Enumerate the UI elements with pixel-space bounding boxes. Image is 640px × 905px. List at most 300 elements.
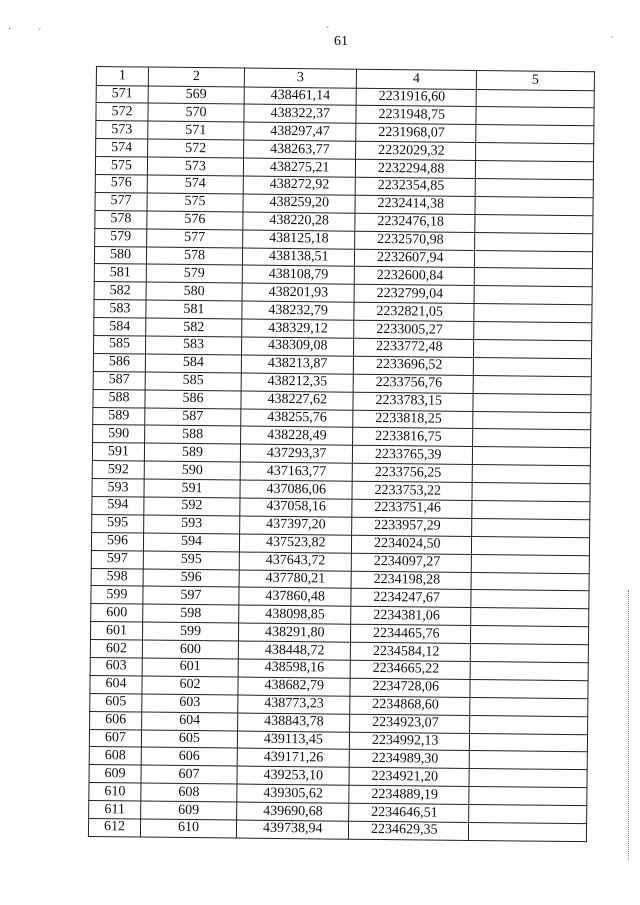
previous-point-cell [143, 533, 239, 552]
y-coordinate-value: 2234465,76 [372, 625, 440, 642]
previous-point-cell [142, 712, 238, 731]
note-cell [473, 357, 591, 376]
page-number: 61 [334, 34, 348, 49]
point-number-cell [94, 282, 146, 300]
x-coordinate-value: 438220,28 [269, 212, 329, 229]
x-coordinate-value: 438682,79 [264, 678, 325, 694]
header-col-3: 3 [244, 68, 356, 88]
y-coordinate-cell [350, 660, 470, 679]
previous-point-value: 591 [181, 480, 203, 496]
point-number-value: 611 [104, 801, 126, 817]
previous-point-cell [141, 783, 237, 802]
x-coordinate-cell [244, 104, 356, 123]
previous-point-cell [143, 551, 239, 570]
note-cell [470, 644, 588, 663]
previous-point-cell [144, 443, 240, 462]
x-coordinate-value: 438773,23 [264, 696, 324, 712]
point-number-value: 576 [110, 175, 132, 191]
note-cell [474, 250, 592, 269]
y-coordinate-value: 2231948,75 [378, 106, 446, 123]
x-coordinate-value: 438212,35 [267, 374, 328, 390]
note-cell [473, 411, 591, 430]
y-coordinate-cell [353, 428, 473, 447]
point-number-cell [89, 729, 141, 747]
y-coordinate-cell [353, 410, 473, 429]
point-number-cell [90, 711, 142, 729]
y-coordinate-cell [353, 338, 473, 357]
point-number-cell [92, 443, 144, 461]
x-coordinate-cell [241, 337, 353, 356]
y-coordinate-value: 2234024,50 [373, 536, 441, 552]
point-number-value: 607 [104, 730, 127, 746]
note-cell [475, 196, 593, 215]
previous-point-value: 594 [180, 534, 203, 550]
x-coordinate-value: 439253,10 [263, 767, 324, 784]
previous-point-value: 606 [178, 748, 200, 765]
x-coordinate-cell [241, 373, 353, 392]
y-coordinate-value: 2234921,20 [371, 768, 439, 785]
x-coordinate-value: 438255,76 [267, 409, 327, 426]
previous-point-cell [148, 103, 244, 122]
x-coordinate-cell [244, 122, 356, 141]
x-coordinate-cell [238, 623, 350, 642]
y-coordinate-cell [351, 553, 471, 572]
x-coordinate-value: 438138,51 [268, 248, 329, 265]
point-number-cell [88, 818, 140, 836]
point-number-cell [89, 783, 141, 801]
note-cell [471, 536, 589, 555]
x-coordinate-value: 438309,08 [268, 338, 328, 354]
y-coordinate-cell [349, 768, 469, 787]
note-cell [469, 787, 587, 806]
point-number-cell [93, 389, 145, 407]
previous-point-cell [143, 569, 239, 588]
note-cell [473, 375, 591, 394]
previous-point-value: 569 [185, 86, 207, 103]
coordinates-table [88, 66, 595, 842]
point-number-cell [96, 85, 148, 103]
previous-point-cell [144, 461, 240, 480]
point-number-cell [93, 425, 145, 443]
previous-point-cell [141, 730, 237, 749]
x-coordinate-cell [239, 587, 351, 606]
note-cell [469, 805, 587, 824]
previous-point-cell [144, 497, 240, 516]
y-coordinate-value: 2234868,60 [372, 697, 439, 713]
note-cell [472, 447, 590, 466]
point-number-value: 577 [110, 193, 132, 209]
y-coordinate-cell [355, 231, 475, 250]
y-coordinate-cell [355, 213, 475, 232]
previous-point-cell [140, 819, 236, 838]
previous-point-value: 581 [183, 301, 205, 317]
y-coordinate-cell [352, 463, 472, 482]
previous-point-value: 607 [178, 766, 200, 782]
y-coordinate-cell [355, 159, 475, 178]
x-coordinate-cell [242, 283, 354, 302]
previous-point-cell [148, 86, 244, 105]
previous-point-value: 586 [182, 391, 204, 407]
x-coordinate-cell [242, 265, 354, 284]
y-coordinate-value: 2234247,67 [373, 589, 441, 606]
y-coordinate-cell [354, 285, 474, 304]
point-number-value: 598 [106, 569, 128, 585]
y-coordinate-cell [351, 607, 471, 626]
previous-point-value: 601 [179, 659, 201, 675]
point-number-cell [95, 210, 147, 228]
point-number-cell [90, 675, 142, 693]
x-coordinate-value: 438291,80 [265, 624, 325, 641]
previous-point-value: 598 [180, 605, 202, 621]
x-coordinate-value: 438329,12 [268, 320, 328, 336]
y-coordinate-value: 2233765,39 [374, 446, 442, 463]
previous-point-value: 595 [180, 552, 202, 568]
note-cell [469, 769, 587, 788]
point-number-value: 587 [108, 372, 130, 388]
y-coordinate-value: 2232607,94 [376, 249, 444, 266]
previous-point-value: 573 [184, 158, 207, 174]
y-coordinate-cell [352, 517, 472, 536]
scan-mark-right: ´ [610, 36, 614, 47]
previous-point-value: 604 [179, 713, 201, 729]
point-number-cell [96, 121, 148, 139]
y-coordinate-cell [353, 392, 473, 411]
x-coordinate-cell [239, 552, 351, 571]
x-coordinate-value: 438598,16 [264, 660, 325, 676]
note-cell [469, 733, 587, 752]
point-number-value: 585 [109, 336, 131, 352]
x-coordinate-cell [237, 748, 349, 767]
y-coordinate-value: 2234584,12 [372, 643, 440, 660]
previous-point-cell [143, 604, 239, 623]
x-coordinate-value: 438227,62 [267, 391, 328, 408]
point-number-value: 606 [105, 712, 127, 728]
previous-point-cell [146, 318, 242, 337]
x-coordinate-value: 438098,85 [265, 606, 325, 623]
point-number-value: 588 [108, 390, 130, 406]
y-coordinate-cell [355, 177, 475, 196]
note-cell [470, 697, 588, 716]
point-number-cell [96, 139, 148, 157]
x-coordinate-cell [241, 426, 353, 445]
y-coordinate-value: 2232600,84 [376, 267, 444, 284]
previous-point-value: 608 [178, 784, 200, 800]
previous-point-cell [148, 139, 244, 158]
y-coordinate-value: 2234646,51 [371, 804, 438, 821]
y-coordinate-value: 2234889,19 [371, 786, 438, 803]
note-cell [473, 429, 591, 448]
point-number-value: 586 [108, 354, 130, 370]
x-coordinate-value: 439113,45 [263, 731, 324, 748]
point-number-value: 593 [107, 479, 129, 495]
note-cell [473, 393, 591, 412]
y-coordinate-value: 2233696,52 [375, 357, 443, 373]
point-number-value: 596 [106, 533, 129, 549]
point-number-value: 574 [111, 139, 133, 155]
x-coordinate-value: 437643,72 [265, 552, 326, 569]
point-number-value: 571 [111, 86, 133, 102]
x-coordinate-value: 438213,87 [267, 356, 328, 372]
previous-point-cell [147, 175, 243, 194]
x-coordinate-value: 438275,21 [269, 159, 330, 175]
note-cell [472, 483, 590, 502]
point-number-value: 573 [111, 121, 133, 138]
point-number-cell [95, 157, 147, 175]
point-number-cell [89, 801, 141, 819]
y-coordinate-cell [349, 750, 469, 769]
y-coordinate-value: 2233818,25 [375, 410, 442, 427]
y-coordinate-value: 2232029,32 [378, 142, 445, 159]
point-number-value: 595 [107, 515, 129, 531]
y-coordinate-value: 2232570,98 [377, 232, 444, 248]
y-coordinate-value: 2231968,07 [378, 124, 445, 141]
point-number-value: 601 [106, 622, 128, 639]
point-number-value: 579 [110, 229, 132, 245]
y-coordinate-value: 2234381,06 [373, 607, 440, 624]
point-number-cell [90, 640, 142, 658]
note-cell [469, 751, 587, 770]
point-number-cell [92, 461, 144, 479]
note-cell [475, 161, 593, 180]
y-coordinate-value: 2232799,04 [376, 285, 444, 302]
point-number-value: 597 [106, 551, 128, 567]
x-coordinate-cell [242, 319, 354, 338]
note-cell [471, 572, 589, 591]
point-number-value: 591 [107, 443, 130, 460]
point-number-value: 608 [104, 748, 126, 764]
y-coordinate-value: 2234728,06 [372, 679, 440, 695]
point-number-cell [90, 657, 142, 675]
x-coordinate-cell [238, 641, 350, 660]
x-coordinate-value: 438448,72 [264, 642, 325, 658]
point-number-cell [92, 514, 144, 532]
previous-point-value: 589 [181, 444, 204, 460]
x-coordinate-value: 438322,37 [270, 105, 331, 122]
note-cell [470, 715, 588, 734]
previous-point-value: 599 [180, 623, 202, 639]
point-number-cell [91, 604, 143, 622]
x-coordinate-value: 437523,82 [265, 535, 326, 551]
previous-point-value: 572 [185, 140, 207, 156]
y-coordinate-cell [349, 785, 469, 804]
y-coordinate-cell [351, 589, 471, 608]
note-cell [475, 178, 593, 197]
y-coordinate-cell [354, 267, 474, 286]
point-number-cell [89, 747, 141, 765]
point-number-cell [91, 550, 143, 568]
x-coordinate-cell [237, 784, 349, 803]
y-coordinate-cell [356, 106, 476, 125]
previous-point-value: 592 [181, 498, 203, 514]
point-number-cell [93, 371, 145, 389]
previous-point-value: 570 [185, 104, 207, 120]
previous-point-cell [147, 157, 243, 176]
x-coordinate-cell [244, 87, 356, 106]
point-number-value: 584 [109, 318, 131, 334]
x-coordinate-value: 438272,92 [269, 177, 330, 193]
note-cell [474, 268, 592, 287]
point-number-value: 578 [110, 211, 132, 227]
previous-point-cell [145, 336, 241, 355]
header-col-4: 4 [356, 69, 476, 89]
previous-point-value: 584 [182, 355, 204, 371]
y-coordinate-cell [349, 803, 469, 822]
point-number-value: 612 [103, 819, 126, 835]
previous-point-value: 576 [184, 212, 206, 228]
point-number-cell [94, 264, 146, 282]
y-coordinate-cell [354, 249, 474, 268]
y-coordinate-value: 2232821,05 [376, 303, 444, 320]
note-cell [474, 322, 592, 341]
y-coordinate-cell [355, 195, 475, 214]
header-col-2: 2 [148, 67, 244, 87]
y-coordinate-value: 2234923,07 [372, 715, 439, 731]
previous-point-cell [146, 300, 242, 319]
previous-point-value: 590 [181, 462, 203, 478]
x-coordinate-cell [241, 409, 353, 428]
previous-point-cell [141, 765, 237, 784]
y-coordinate-value: 2233751,46 [374, 500, 441, 517]
point-number-value: 602 [105, 640, 127, 656]
x-coordinate-cell [242, 248, 354, 267]
x-coordinate-cell [236, 820, 348, 839]
note-cell [476, 125, 594, 144]
x-coordinate-cell [243, 176, 355, 195]
previous-point-value: 597 [180, 587, 202, 604]
previous-point-value: 571 [185, 122, 207, 138]
previous-point-cell [142, 694, 238, 713]
point-number-cell [94, 318, 146, 336]
x-coordinate-cell [237, 766, 349, 785]
previous-point-cell [143, 586, 239, 605]
x-coordinate-value: 438259,20 [269, 195, 330, 211]
point-number-value: 582 [109, 282, 131, 299]
note-cell [470, 679, 588, 698]
table-body [88, 85, 594, 842]
x-coordinate-value: 438125,18 [269, 230, 329, 247]
note-cell [471, 590, 589, 609]
previous-point-value: 578 [183, 247, 206, 264]
x-coordinate-cell [239, 570, 351, 589]
x-coordinate-value: 437163,77 [266, 463, 327, 480]
point-number-value: 605 [105, 694, 127, 710]
point-number-value: 589 [108, 408, 130, 424]
y-coordinate-value: 2232354,85 [377, 178, 445, 195]
point-number-cell [89, 765, 141, 783]
previous-point-cell [147, 193, 243, 212]
previous-point-value: 610 [177, 820, 200, 836]
previous-point-value: 600 [179, 641, 201, 657]
previous-point-cell [148, 121, 244, 140]
y-coordinate-value: 2232476,18 [377, 214, 444, 230]
x-coordinate-cell [238, 695, 350, 714]
y-coordinate-cell [352, 499, 472, 518]
point-number-value: 575 [110, 157, 133, 173]
point-number-value: 604 [105, 676, 127, 692]
y-coordinate-value: 2234097,27 [373, 554, 441, 570]
y-coordinate-cell [354, 302, 474, 321]
note-cell [474, 286, 592, 305]
previous-point-value: 593 [181, 516, 203, 532]
y-coordinate-value: 2233772,48 [375, 339, 443, 356]
note-cell [471, 608, 589, 627]
y-coordinate-value: 2233756,25 [374, 464, 442, 481]
y-coordinate-cell [353, 356, 473, 375]
point-number-cell [91, 586, 143, 604]
y-coordinate-cell [350, 678, 470, 697]
point-number-cell [92, 496, 144, 514]
x-coordinate-cell [243, 230, 355, 249]
point-number-cell [96, 103, 148, 121]
x-coordinate-cell [238, 659, 350, 678]
y-coordinate-cell [352, 481, 472, 500]
y-coordinate-value: 2231916,60 [378, 88, 446, 105]
x-coordinate-value: 438297,47 [270, 123, 330, 140]
previous-point-value: 574 [184, 176, 206, 192]
previous-point-cell [145, 425, 241, 444]
previous-point-cell [145, 372, 241, 391]
previous-point-cell [144, 515, 240, 534]
x-coordinate-value: 439738,94 [262, 821, 323, 837]
note-cell [472, 518, 590, 537]
point-number-value: 609 [104, 765, 126, 782]
point-number-cell [95, 228, 147, 246]
scan-mark-left: · [8, 24, 12, 35]
note-cell [476, 107, 594, 126]
y-coordinate-value: 2233756,76 [375, 375, 443, 391]
x-coordinate-value: 438201,93 [268, 284, 329, 301]
x-coordinate-cell [243, 212, 355, 231]
note-cell [470, 626, 588, 645]
note-cell [472, 500, 590, 519]
point-number-value: 583 [109, 300, 131, 316]
x-coordinate-cell [240, 516, 352, 535]
y-coordinate-value: 2234992,13 [371, 732, 439, 749]
previous-point-value: 580 [183, 283, 205, 299]
scan-mark-center: ´ [326, 26, 330, 37]
x-coordinate-cell [238, 677, 350, 696]
note-cell [468, 822, 586, 841]
scan-edge-dots [628, 590, 629, 860]
point-number-value: 580 [109, 247, 132, 263]
note-cell [474, 304, 592, 323]
previous-point-cell [146, 282, 242, 301]
previous-point-value: 609 [178, 802, 200, 818]
point-number-cell [93, 353, 145, 371]
point-number-value: 603 [105, 658, 127, 674]
x-coordinate-value: 439690,68 [263, 803, 323, 819]
note-cell [473, 339, 591, 358]
y-coordinate-value: 2232414,38 [377, 196, 445, 212]
previous-point-cell [142, 658, 238, 677]
x-coordinate-value: 437058,16 [266, 499, 326, 515]
previous-point-value: 577 [184, 229, 206, 246]
point-number-value: 581 [109, 265, 131, 281]
x-coordinate-cell [240, 480, 352, 499]
note-cell [471, 554, 589, 573]
previous-point-cell [145, 408, 241, 427]
previous-point-value: 605 [178, 730, 201, 747]
previous-point-cell [141, 747, 237, 766]
coordinates-table-wrapper [88, 66, 595, 842]
previous-point-cell [142, 676, 238, 695]
y-coordinate-cell [353, 374, 473, 393]
previous-point-cell [146, 247, 242, 266]
previous-point-value: 585 [182, 373, 204, 389]
x-coordinate-value: 437780,21 [265, 570, 326, 587]
y-coordinate-cell [354, 320, 474, 339]
point-number-cell [90, 693, 142, 711]
